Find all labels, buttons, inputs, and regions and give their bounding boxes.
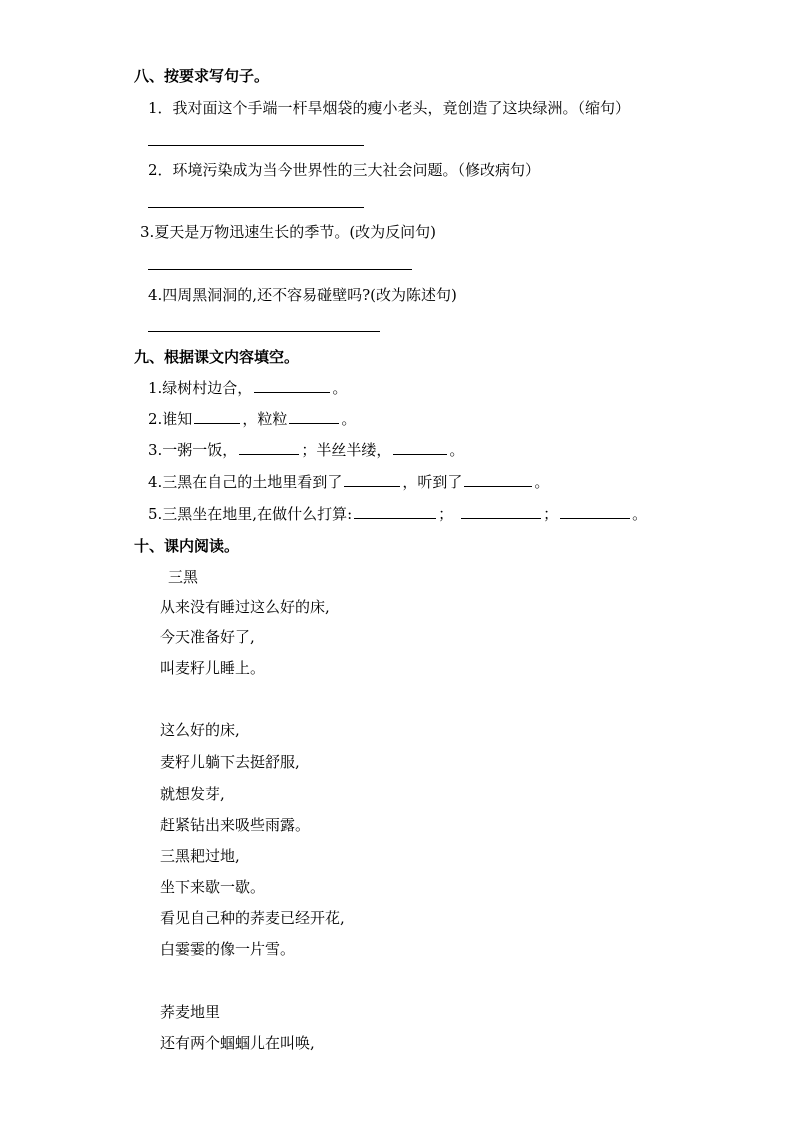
s9-q3-mid: ；半丝半缕， (301, 441, 392, 459)
poem-line: 这么好的床, (160, 721, 240, 739)
s8-answer-line-1[interactable] (148, 145, 364, 146)
poem-line: 白霎霎的像一片雪。 (160, 940, 296, 958)
s9-q5-end: 。 (632, 505, 648, 523)
s8-question-4: 4.四周黑洞洞的,还不容易碰壁吗?(改为陈述句) (148, 286, 457, 304)
s9-question-5 (148, 504, 647, 524)
section-10-title: 十、课内阅读。 (134, 537, 240, 555)
s9-q3-text: 3.一粥一饭， (148, 441, 238, 459)
s9-question-2 (148, 409, 356, 429)
poem-line: 就想发芽, (160, 785, 225, 803)
s9-q2-mid: ，粒粒 (242, 410, 288, 428)
s9-q5-blank-1[interactable] (354, 504, 436, 519)
poem-line: 从来没有睡过这么好的床, (160, 598, 330, 616)
poem-line: 坐下来歇一歇。 (160, 878, 266, 896)
s9-q5-sep-1: ； (438, 505, 454, 523)
section-9-title: 九、根据课文内容填空。 (134, 348, 300, 366)
s9-q1-end: 。 (332, 379, 348, 397)
s8-question-2: 2．环境污染成为当今世界性的三大社会问题。（修改病句） (148, 161, 541, 179)
s9-q3-end: 。 (449, 441, 465, 459)
s9-q4-blank-1[interactable] (344, 472, 400, 487)
poem-line: 赶紧钻出来吸些雨露。 (160, 816, 311, 834)
s9-q5-blank-2[interactable] (461, 504, 541, 519)
s9-q1-text: 1.绿树村边合， (148, 379, 253, 397)
s9-q4-blank-2[interactable] (464, 472, 532, 487)
poem-title: 三黑 (168, 568, 199, 586)
s9-q4-text: 4.三黑在自己的土地里看到了 (148, 473, 343, 491)
s9-q3-blank-1[interactable] (239, 440, 299, 455)
s8-answer-line-3[interactable] (148, 269, 412, 270)
s9-question-4 (148, 472, 549, 492)
s9-q5-text: 5.三黑坐在地里,在做什么打算: (148, 505, 353, 523)
poem-line: 叫麦籽儿睡上。 (160, 659, 266, 677)
s9-q2-blank-2[interactable] (289, 409, 339, 424)
s9-q5-sep-2: ； (543, 505, 559, 523)
s9-question-3 (148, 440, 464, 460)
s8-question-1: 1．我对面这个手端一杆旱烟袋的瘦小老头，竟创造了这块绿洲。（缩句） (148, 99, 631, 117)
s9-q5-blank-3[interactable] (560, 504, 630, 519)
poem-line: 荞麦地里 (160, 1003, 221, 1021)
s9-q4-end: 。 (534, 473, 550, 491)
s9-question-1 (148, 378, 347, 398)
poem-line: 今天准备好了, (160, 628, 255, 646)
poem-line: 看见自己种的荞麦已经开花, (160, 909, 345, 927)
poem-line: 麦籽儿躺下去挺舒服, (160, 753, 300, 771)
s9-q2-text: 2.谁知 (148, 410, 193, 428)
s9-q3-blank-2[interactable] (393, 440, 447, 455)
poem-line: 还有两个蝈蝈儿在叫唤, (160, 1034, 315, 1052)
s8-answer-line-4[interactable] (148, 331, 380, 332)
s8-question-3: 3.夏天是万物迅速生长的季节。(改为反问句) (140, 223, 437, 241)
poem-line: 三黑耙过地, (160, 847, 240, 865)
section-8-title: 八、按要求写句子。 (134, 67, 270, 85)
s8-answer-line-2[interactable] (148, 207, 364, 208)
s9-q2-end: 。 (341, 410, 357, 428)
s9-q1-blank[interactable] (254, 378, 330, 393)
s9-q4-mid: ，听到了 (402, 473, 463, 491)
s9-q2-blank-1[interactable] (194, 409, 240, 424)
